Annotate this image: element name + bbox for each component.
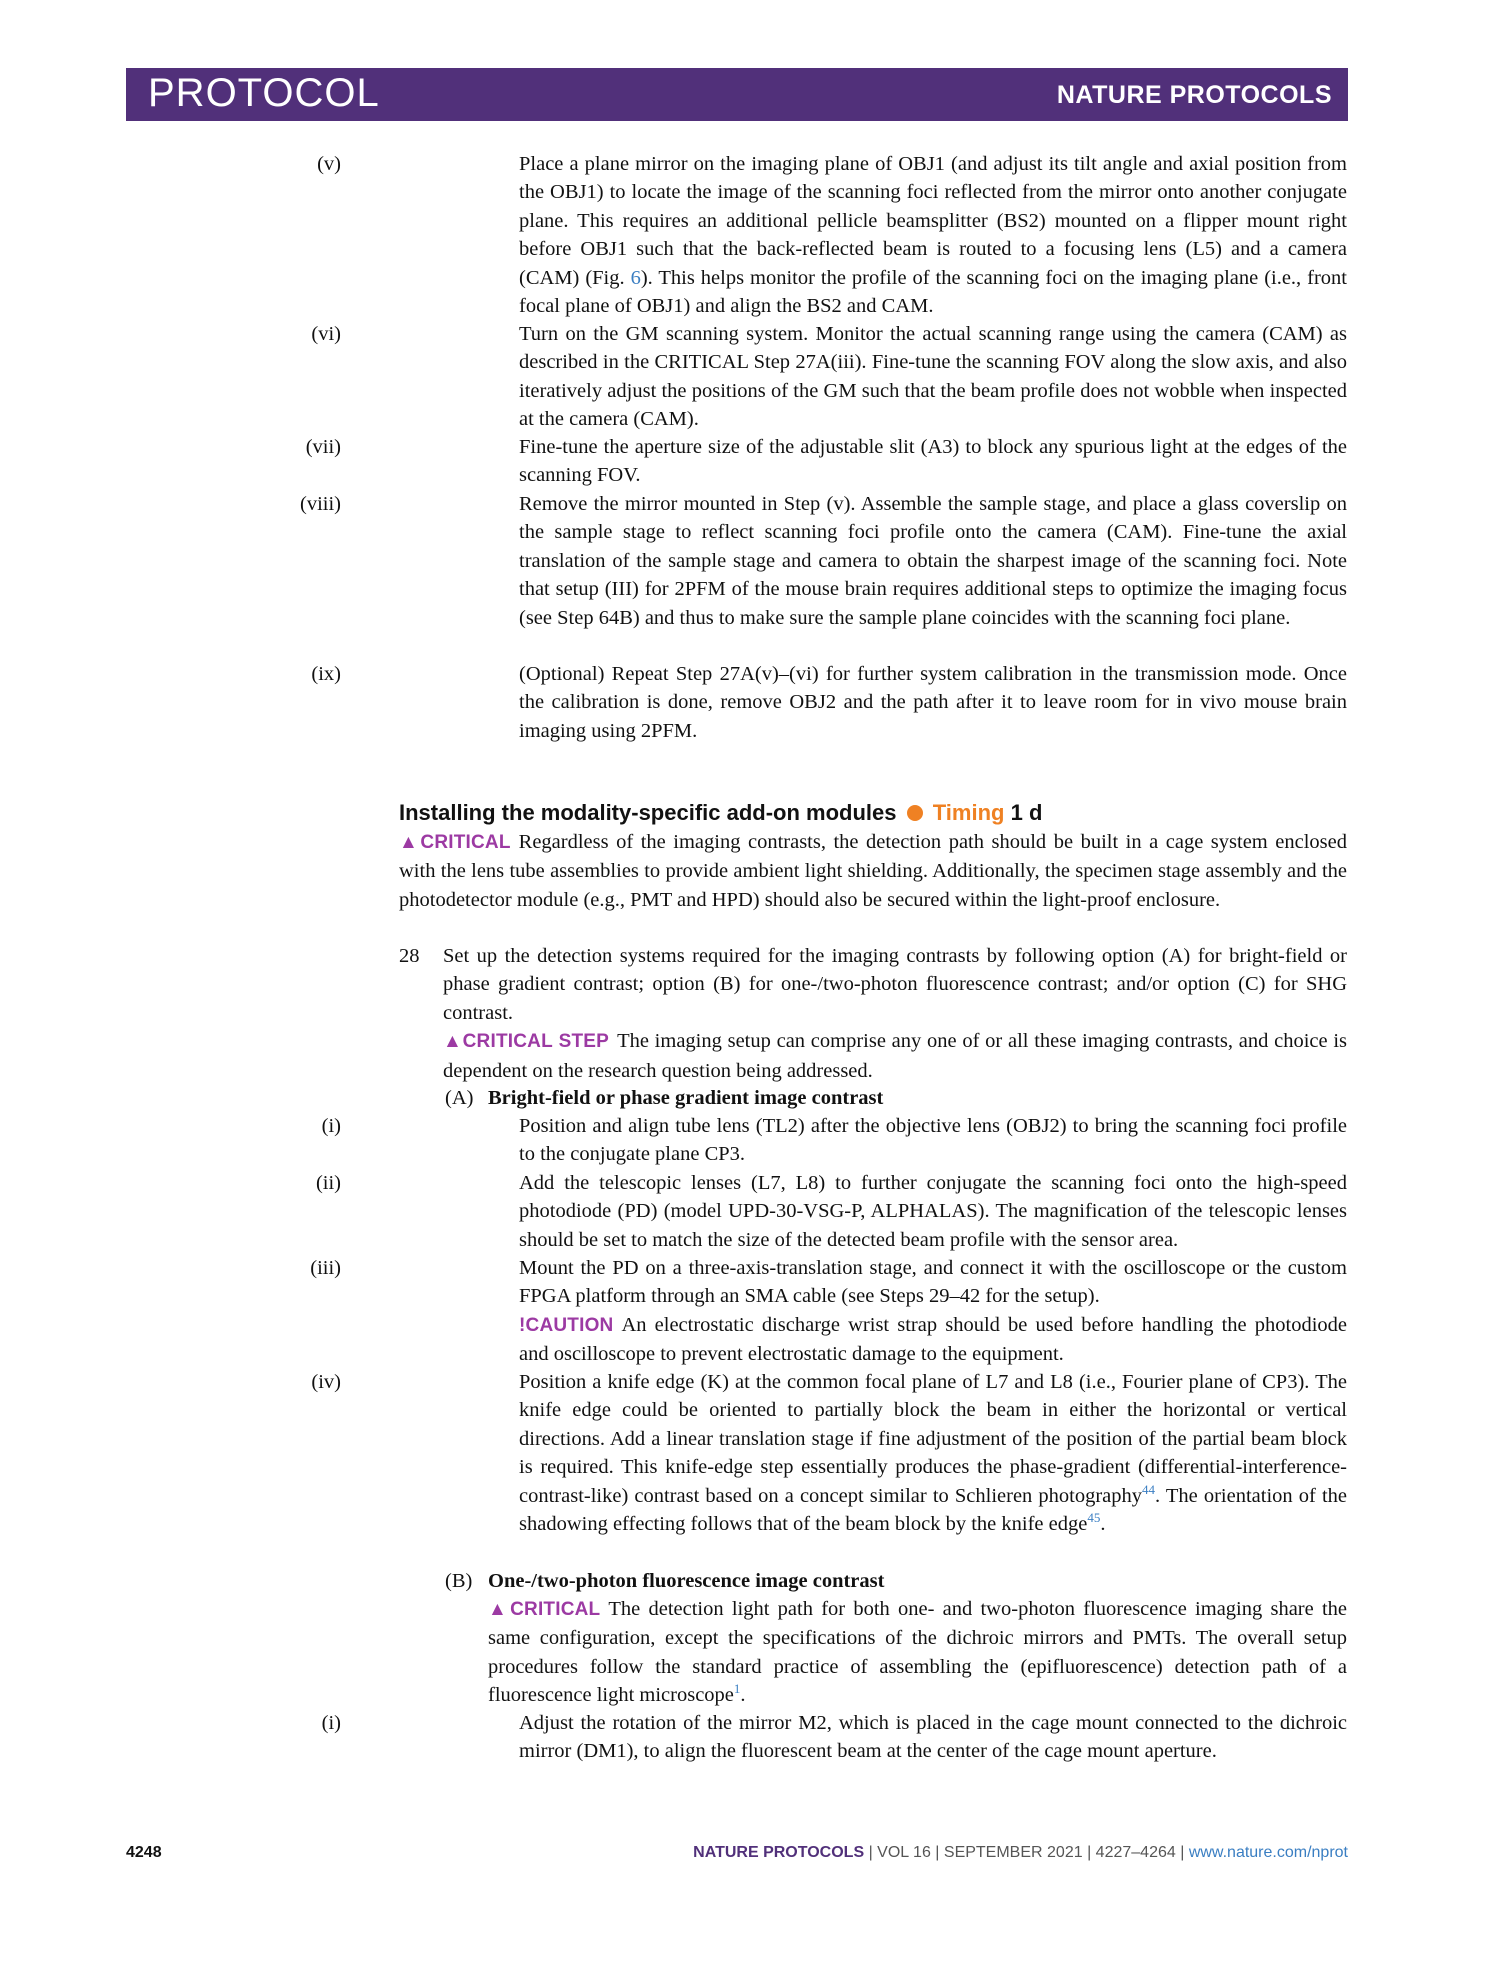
option-b-i-text: Adjust the rotation of the mirror M2, which is placed in the cage mount connected to the dichroic mirror (DM1), to align the fluorescent beam at the center of the cage mount aperture. <box>519 1712 1347 1763</box>
step-vi-text: Turn on the GM scanning system. Monitor the actual scanning range using the camera (CAM) as described in the CRITICAL Step 27A(iii). Fine-tune the scanning FOV along the slow axis, and also iteratively adjust the positions of the GM such that the beam profile does not wobble when inspected at the camera (CAM). <box>519 323 1347 431</box>
step-v-text: Place a plane mirror on the imaging plane of OBJ1 (and adjust its tilt angle and axial position from the OBJ1) to locate the image of the scanning foci reflected from the mirror onto another conjugate plane. This requires an additional pellicle beamsplitter (BS2) mounted on a flipper mount right before OBJ1 such that the back-reflected beam is routed to a focusing lens (L5) and a camera (CAM) (Fig. 6). This helps monitor the profile of the scanning foci on the imaging plane (i.e., front focal plane of OBJ1) and align the BS2 and CAM. <box>519 153 1347 318</box>
option-b-critical: ▲CRITICAL The detection light path for both one- and two-photon fluorescence imaging share the same configuration, except the specifications of the dichroic mirrors and PMTs. The overall setup procedures follow the standard practice of assembling the (epifluorescence) detection path of a fluorescence light microscope$^1$. <box>488 1598 1347 1707</box>
caution-tag: !CAUTION <box>519 1314 614 1336</box>
option-a-i-text: Position and align tube lens (TL2) after the objective lens (OBJ2) to bring the scanning foci profile to the conjugate plane CP3. <box>519 1115 1347 1166</box>
option-a-label: (A) <box>445 1087 474 1109</box>
option-a-ii-text: Add the telescopic lenses (L7, L8) to further conjugate the scanning foci onto the high-speed photodiode (PD) (model UPD-30-VSG-P, ALPHALAS). The magnification of the telescopic lenses should be set to match the size of the detected beam profile with the sensor area. <box>519 1172 1347 1251</box>
footer-journal: NATURE PROTOCOLS <box>693 1844 865 1861</box>
step-vi-label: (vi) <box>311 323 341 345</box>
journal-name: NATURE PROTOCOLS <box>1056 81 1332 109</box>
step-ix-text: (Optional) Repeat Step 27A(v)–(vi) for further system calibration in the transmission mode. Once the calibration is done, remove OBJ2 and the path after it to leave room for in vivo mouse brain imaging using 2PFM. <box>519 663 1347 742</box>
option-a-title: Bright-field or phase gradient image contrast <box>488 1087 884 1109</box>
option-b-i-label: (i) <box>321 1712 341 1734</box>
step-viii-label: (viii) <box>300 493 341 515</box>
option-a-iv-text: Position a knife edge (K) at the common focal plane of L7 and L8 (i.e., Fourier plane of CP3). The knife edge could be oriented to partially block the beam in either the horizontal or vertical directions. Add a linear translation stage if fine adjustment of the position of the partial beam block is required. This knife-edge step essentially produces the phase-gradient (differential-interference-contrast-like) contrast based on a concept similar to Schlieren photography$^{44}$. The orientation of the shadowing effecting follows that of the beam block by the knife edge$^{45}$. <box>519 1371 1347 1536</box>
option-a-ii-label: (ii) <box>315 1172 341 1194</box>
step-28-text: Set up the detection systems required for the imaging contrasts by following option (A) for bright-field or phase gradient contrast; option (B) for one-/two-photon fluorescence contrast; and/or option (C) for SHG contrast. ▲CRITICAL STEP The imaging setup can comprise any one of or all these imaging contrasts, and choice is dependent on the research question being addressed. <box>443 945 1348 1082</box>
option-a-iii-label: (iii) <box>310 1257 341 1279</box>
critical-tag: ▲CRITICAL <box>399 832 511 853</box>
timing-dot-icon <box>907 805 923 821</box>
step-viii-text: Remove the mirror mounted in Step (v). Assemble the sample stage, and place a glass coverslip on the sample stage to reflect scanning foci profile onto the camera (CAM). Fine-tune the axial translation of the sample stage and camera to obtain the sharpest image of the scanning foci. Note that setup (III) for 2PFM of the mouse brain requires additional steps to optimize the imaging focus (see Step 64B) and thus to make sure the sample plane coincides with the scanning foci plane. <box>519 493 1347 629</box>
section-type-label: PROTOCOL <box>148 71 380 115</box>
option-b-label: (B) <box>445 1570 473 1592</box>
critical-tag-b: ▲CRITICAL <box>488 1599 601 1620</box>
figure-link[interactable]: 6 <box>630 266 641 289</box>
step-ix-label: (ix) <box>311 663 341 685</box>
option-a-iii-text: Mount the PD on a three-axis-translation stage, and connect it with the oscilloscope or the custom FPGA platform through an SMA cable (see Steps 29–42 for the setup). !CAUTION An electrostatic discharge wrist strap should be used before handling the photodiode and oscilloscope to prevent electrostatic damage to the equipment. <box>519 1257 1347 1366</box>
option-a-i-label: (i) <box>321 1115 341 1137</box>
header-banner <box>126 68 1348 121</box>
step-vii-label: (vii) <box>305 436 341 458</box>
reference-1[interactable]: 1 <box>733 1681 741 1697</box>
step-28-number: 28 <box>399 945 420 967</box>
section-heading: Installing the modality-specific add-on modules Timing 1 d <box>399 800 1043 825</box>
step-vii-text: Fine-tune the aperture size of the adjustable slit (A3) to block any spurious light at the edges of the scanning FOV. <box>519 436 1347 487</box>
timing-label: Timing <box>932 800 1005 825</box>
critical-note: ▲CRITICAL Regardless of the imaging contrasts, the detection path should be built in a cage system enclosed with the lens tube assemblies to provide ambient light shielding. Additionally, the specimen stage assembly and the photodetector module (e.g., PMT and HPD) should also be secured within the light-proof enclosure. <box>399 831 1347 911</box>
option-b-title: One-/two-photon fluorescence image contrast <box>488 1570 885 1592</box>
option-a-iv-label: (iv) <box>311 1371 341 1393</box>
step-v-label: (v) <box>317 153 341 175</box>
footer-url-link[interactable]: www.nature.com/nprot <box>1188 1844 1348 1861</box>
page-number: 4248 <box>126 1844 162 1861</box>
timing-value: 1 d <box>1010 800 1043 825</box>
critical-step-tag: ▲CRITICAL STEP <box>443 1031 610 1053</box>
reference-44[interactable]: 44 <box>1142 1481 1156 1497</box>
footer-citation: NATURE PROTOCOLS | VOL 16 | SEPTEMBER 2021 | 4227–4264 | www.nature.com/nprot <box>693 1844 1348 1861</box>
reference-45[interactable]: 45 <box>1087 1510 1101 1526</box>
